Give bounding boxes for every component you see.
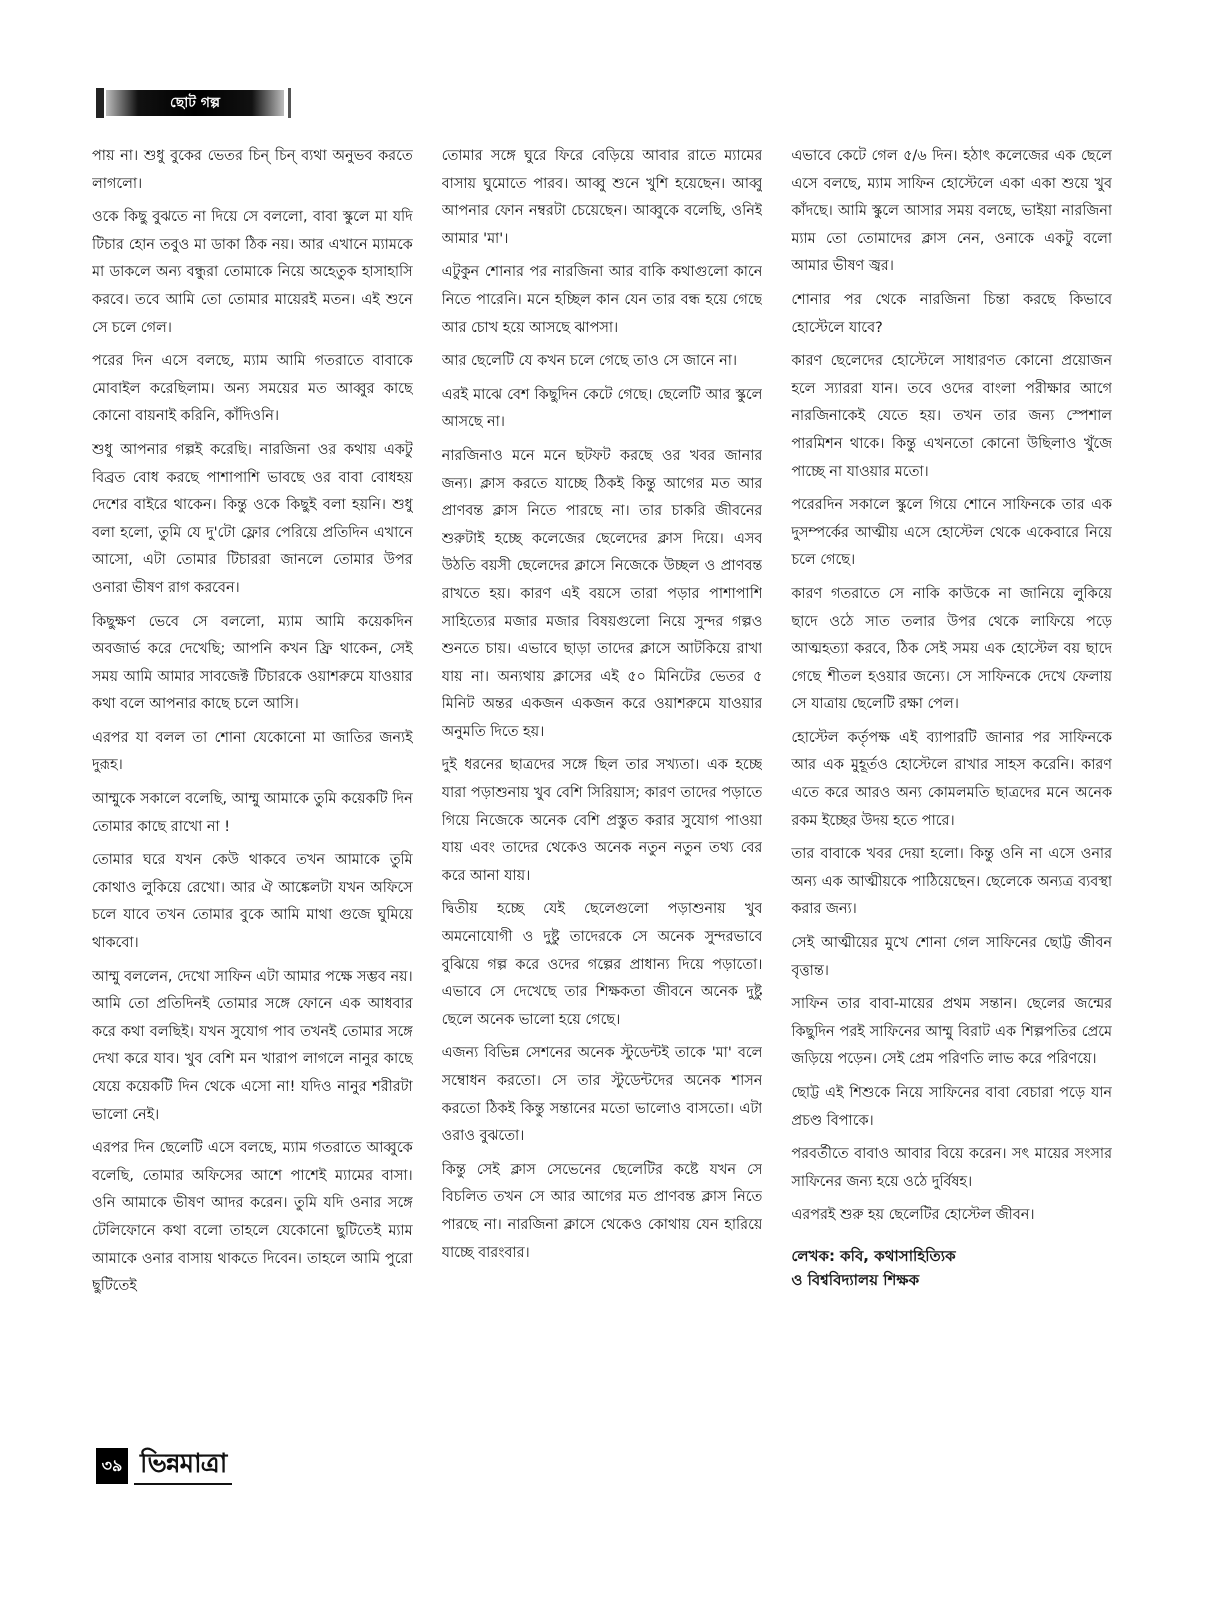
paragraph: দুই ধরনের ছাত্রদের সঙ্গে ছিল তার সখ্যতা। এক হচ্ছে যারা পড়াশুনায় খুব বেশি সিরিয়াস; কারণ তাদের পড়াতে গিয়ে নিজেকে অনেক বেশি প্রস্তুত করার সুযোগ পাওয়া যায় এবং তাদের থেকেও অনেক নতুন নতুন তথ্য বের করে আনা যায়। — [441, 757, 763, 884]
paragraph: এজন্য বিভিন্ন সেশনের অনেক স্টুডেন্টই তাকে 'মা' বলে সম্বোধন করতো। সে তার স্টুডেন্টদের অনেক শাসন করতো ঠিকই কিন্তু সন্তানের মতো ভালোও বাসতো। এটা ওরাও বুঝতো। — [441, 1045, 763, 1145]
paragraph: পায় না। শুধু বুকের ভেতর চিন্ চিন্ ব্যথা অনুভব করতে লাগলো। — [92, 148, 413, 192]
paragraph: হোস্টেল কর্তৃপক্ষ এই ব্যাপারটি জানার পর সাফিনকে আর এক মুহূর্তও হোস্টেলে রাখার সাহস করেনি। কারণ এতে করে আরও অন্য কোমলমতি ছাত্রদের মনে অনেক রকম ইচ্ছের উদয় হতে পারে। — [791, 729, 1113, 829]
paragraph: দ্বিতীয় হচ্ছে যেই ছেলেগুলো পড়াশুনায় খুব অমনোযোগী ও দুষ্টু তাদেরকে সে অনেক সুন্দরভাবে বুঝিয়ে গল্প করে ওদের গল্পের প্রাধান্য দিয়ে পড়াতো। এভাবে সে দেখেছে তার শিক্ষকতা জীবনে অনেক দুষ্টু ছেলে অনেক ভালো হয়ে গেছে। — [441, 901, 763, 1028]
paragraph: এভাবে কেটে গেল ৫/৬ দিন। হঠাৎ কলেজের এক ছেলে এসে বলছে, ম্যাম সাফিন হোস্টেলে একা একা শুয়ে খুব কাঁদছে। আমি স্কুলে আসার সময় বলছে, ভাইয়া নারজিনা ম্যাম তো তোমাদের ক্লাস নেন, ওনাকে একটু বলো আমার ভীষণ জ্বর। — [791, 148, 1113, 275]
paragraph: শোনার পর থেকে নারজিনা চিন্তা করছে কিভাবে হোস্টেলে যাবে? — [791, 291, 1113, 336]
page-number: ৩৯ — [96, 1448, 128, 1484]
section-tag-bar — [96, 88, 104, 118]
paragraph: ওকে কিছু বুঝতে না দিয়ে সে বললো, বাবা স্কুলে মা যদি টিচার হোন তবুও মা ডাকা ঠিক নয়। আর এখানে ম্যামকে মা ডাকলে অন্য বন্ধুরা তোমাকে নিয়ে অহেতুক হাসাহাসি করবে। তবে আমি তো তোমার মায়েরই মতন। এই শুনে সে চলে গেল। — [92, 209, 413, 336]
paragraph: এরপরই শুরু হয় ছেলেটির হোস্টেল জীবন। — [791, 1207, 1035, 1224]
paragraph: আম্মু বললেন, দেখো সাফিন এটা আমার পক্ষে সম্ভব নয়। আমি তো প্রতিদিনই তোমার সঙ্গে ফোনে এক আধবার করে কথা বলছিই। যখন সুযোগ পাব তখনই তোমার সঙ্গে দেখা করে যাব। খুব বেশি মন খারাপ লাগলে নানুর কাছে যেয়ে কয়েকটি দিন থেকে এসো না! যদিও নানুর শরীরটা ভালো নেই। — [92, 968, 413, 1123]
paragraph: কিন্তু সেই ক্লাস সেভেনের ছেলেটির কষ্টে যখন সে বিচলিত তখন সে আর আগের মত প্রাণবন্ত ক্লাস নিতে পারছে না। নারজিনা ক্লাসে থেকেও কোথায় যেন হারিয়ে যাচ্ছে বারংবার। — [441, 1161, 763, 1261]
paragraph: এটুকুন শোনার পর নারজিনা আর বাকি কথাগুলো কানে নিতে পারেনি। মনে হচ্ছিল কান যেন তার বন্ধ হয়ে গেছে আর চোখ হয়ে আসছে ঝাপসা। — [441, 264, 763, 336]
column-1 — [92, 143, 413, 1433]
paragraph: তার বাবাকে খবর দেয়া হলো। কিন্তু ওনি না এসে ওনার অন্য এক আত্মীয়কে পাঠিয়েছেন। ছেলেকে অন্যত্র ব্যবস্থা করার জন্য। — [791, 846, 1113, 918]
paragraph: তোমার সঙ্গে ঘুরে ফিরে বেড়িয়ে আবার রাতে ম্যামের বাসায় ঘুমোতে পারব। আব্বু শুনে খুশি হয়েছেন। আব্বু আপনার ফোন নম্বরটা চেয়েছেন। আব্বুকে বলেছি, ওনিই আমার 'মা'। — [441, 148, 763, 247]
paragraph: তোমার ঘরে যখন কেউ থাকবে তখন আমাকে তুমি কোথাও লুকিয়ে রেখো। আর ঐ আঙ্কেলটা যখন অফিসে চলে যাবে তখন তোমার বুকে আমি মাথা গুজে ঘুমিয়ে থাকবো। — [92, 852, 413, 952]
paragraph: কারণ ছেলেদের হোস্টেলে সাধারণত কোনো প্রয়োজন হলে স্যাররা যান। তবে ওদের বাংলা পরীক্ষার আগে নারজিনাকেই যেতে হয়। তখন তার জন্য স্পেশাল পারমিশন থাকে। কিন্তু এখনতো কোনো উছিলাও খুঁজে পাচ্ছে না যাওয়ার মতো। — [791, 353, 1113, 480]
magazine-logo: ভিন্নমাত্রা — [134, 1447, 232, 1485]
paragraph: এরপর যা বলল তা শোনা যেকোনো মা জাতির জন্যই দুরূহ। — [92, 729, 413, 774]
column-3 — [791, 143, 1112, 1433]
paragraph: কারণ গতরাতে সে নাকি কাউকে না জানিয়ে লুকিয়ে ছাদে ওঠে সাত তলার উপর থেকে লাফিয়ে পড়ে আত্মহত্যা করবে, ঠিক সেই সময় এক হোস্টেল বয় ছাদে গেছে শীতল হওয়ার জন্যে। সে সাফিনকে দেখে ফেলায় সে যাত্রায় ছেলেটি রক্ষা পেল। — [791, 585, 1113, 713]
paragraph: পরবর্তীতে বাবাও আবার বিয়ে করেন। সৎ মায়ের সংসার সাফিনের জন্য হয়ে ওঠে দুর্বিষহ। — [791, 1146, 1113, 1190]
paragraph: সাফিন তার বাবা-মায়ের প্রথম সন্তান। ছেলের জন্মের কিছুদিন পরই সাফিনের আম্মু বিরাট এক শিল্পপতির প্রেমে জড়িয়ে পড়েন। সেই প্রেম পরিণতি লাভ করে পরিণয়ে। — [791, 996, 1113, 1068]
paragraph: পরেরদিন সকালে স্কুলে গিয়ে শোনে সাফিনকে তার এক দুসম্পর্কের আত্মীয় এসে হোস্টেল থেকে একেবারে নিয়ে চলে গেছে। — [791, 497, 1113, 569]
article-body — [92, 143, 1112, 1433]
section-tag — [96, 88, 302, 118]
column-2 — [442, 143, 763, 1433]
section-label: ছোট গল্প — [106, 90, 284, 116]
page-footer — [96, 1446, 232, 1486]
paragraph: নারজিনাও মনে মনে ছটফট করছে ওর খবর জানার জন্য। ক্লাস করতে যাচ্ছে ঠিকই কিন্তু আগের মত আর প্রাণবন্ত ক্লাস নিতে পারছে না। তার চাকরি জীবনের শুরুটাই হচ্ছে কলেজের ছেলেদের ক্লাস দিয়ে। এসব উঠতি বয়সী ছেলেদের ক্লাসে নিজেকে উচ্ছল ও প্রাণবন্ত রাখতে হয়। কারণ এই বয়সে তারা পড়ার পাশাপাশি সাহিত্যের মজার মজার বিষয়গুলো নিয়ে সুন্দর গল্পও শুনতে চায়। এভাবে ছাড়া তাদের ক্লাসে আটকিয়ে রাখা যায় না। অন্যথায় ক্লাসের এই ৫০ মিনিটের ভেতর ৫ মিনিট অন্তর একজন একজন করে ওয়াশরুমে যাওয়ার অনুমতি দিতে হয়। — [441, 447, 763, 740]
byline-line-2: ও বিশ্ববিদ্যালয় শিক্ষক — [791, 1270, 920, 1289]
paragraph: ছোট্ট এই শিশুকে নিয়ে সাফিনের বাবা বেচারা পড়ে যান প্রচণ্ড বিপাকে। — [791, 1085, 1113, 1129]
paragraph: কিছুক্ষণ ভেবে সে বললো, ম্যাম আমি কয়েকদিন অবজার্ভ করে দেখেছি; আপনি কখন ফ্রি থাকেন, সেই সময় আমি আমার সাবজেক্ট টিচারকে ওয়াশরুমে যাওয়ার কথা বলে আপনার কাছে চলে আসি। — [92, 613, 413, 713]
paragraph: আম্মুকে সকালে বলেছি, আম্মু আমাকে তুমি কয়েকটি দিন তোমার কাছে রাখো না ! — [92, 791, 413, 835]
paragraph: শুধু আপনার গল্পই করেছি। নারজিনা ওর কথায় একটু বিব্রত বোধ করছে পাশাপাশি ভাবছে ওর বাবা বোধহয় দেশের বাইরে থাকেন। কিন্তু ওকে কিছুই বলা হয়নি। শুধু বলা হলো, তুমি যে দু'টো ফ্লোর পেরিয়ে প্রতিদিন এখানে আসো, এটা তোমার টিচাররা জানলে তোমার উপর ওনারা ভীষণ রাগ করবেন। — [92, 441, 413, 596]
paragraph: আর ছেলেটি যে কখন চলে গেছে তাও সে জানে না। — [441, 353, 738, 370]
paragraph: এরপর দিন ছেলেটি এসে বলছে, ম্যাম গতরাতে আব্বুকে বলেছি, তোমার অফিসের আশে পাশেই ম্যামের বাসা। ওনি আমাকে ভীষণ আদর করেন। তুমি যদি ওনার সঙ্গে টেলিফোনে কথা বলো তাহলে যেকোনো ছুটিতেই ম্যাম আমাকে ওনার বাসায় থাকতে দিবেন। তাহলে আমি পুরো ছুটিতেই — [92, 1140, 413, 1295]
paragraph: সেই আত্মীয়ের মুখে শোনা গেল সাফিনের ছোট্ট জীবন বৃত্তান্ত। — [791, 935, 1113, 979]
paragraph: এরই মাঝে বেশ কিছুদিন কেটে গেছে। ছেলেটি আর স্কুলে আসছে না। — [441, 386, 763, 431]
byline-line-1: লেখক: কবি, কথাসাহিত্যিক — [791, 1246, 956, 1265]
paragraph: পরের দিন এসে বলছে, ম্যাম আমি গতরাতে বাবাকে মোবাইল করেছিলাম। অন্য সময়ের মত আব্বুর কাছে কোনো বায়নাই করিনি, কাঁদিওনি। — [92, 353, 413, 425]
section-tag-rule — [288, 88, 291, 118]
author-byline — [791, 1244, 1112, 1292]
